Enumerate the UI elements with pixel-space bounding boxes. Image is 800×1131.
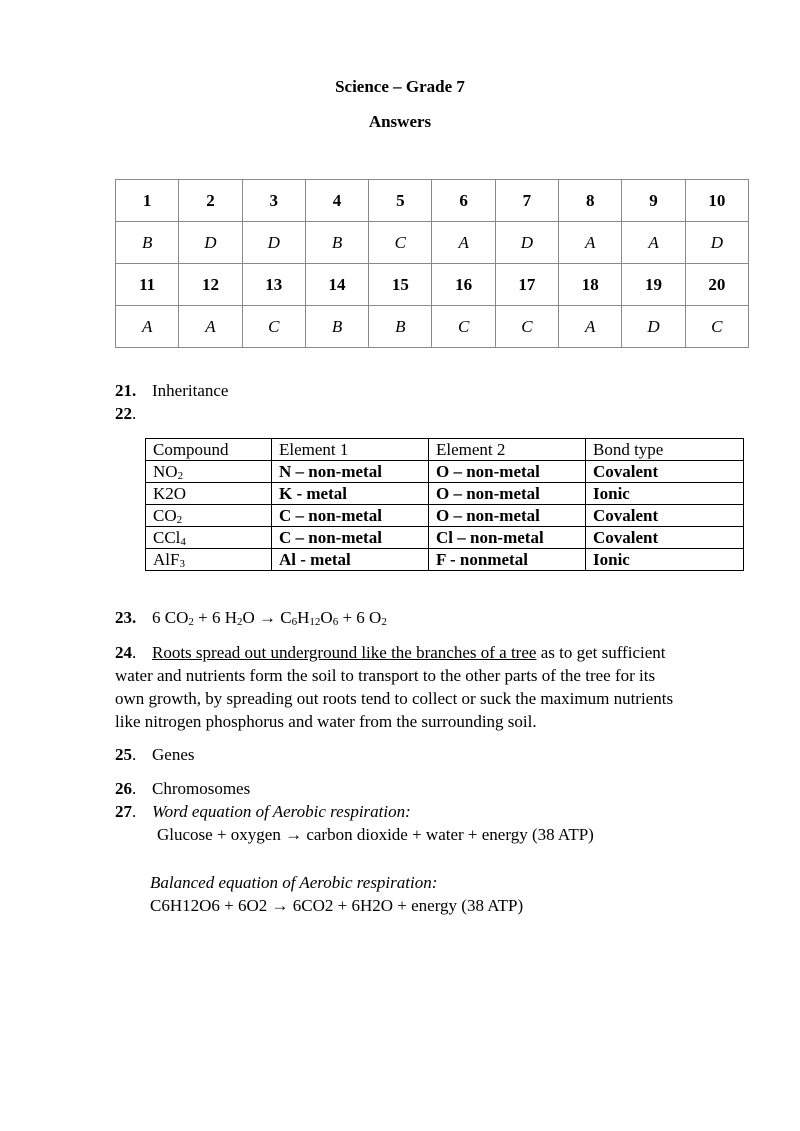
answer-letter-cell: D	[622, 306, 685, 348]
question-number-cell: 18	[559, 264, 622, 306]
answer-letter-cell: A	[179, 306, 242, 348]
answer-text: Chromosomes	[152, 779, 251, 798]
element-2-cell: O – non-metal	[429, 461, 586, 483]
question-number-cell: 20	[685, 264, 748, 306]
answer-letter-cell: A	[432, 222, 495, 264]
question-number-cell: 8	[559, 180, 622, 222]
question-number-cell: 7	[495, 180, 558, 222]
question-number-cell: 14	[305, 264, 368, 306]
column-header: Bond type	[586, 439, 744, 461]
question-25: 25. Genes	[115, 745, 195, 764]
column-header: Compound	[146, 439, 272, 461]
question-number-cell: 5	[369, 180, 432, 222]
question-dot: .	[132, 404, 137, 423]
answer-letter-cell: B	[305, 306, 368, 348]
answer-letter-cell: C	[369, 222, 432, 264]
answer-letter-cell: B	[369, 306, 432, 348]
bond-type-cell: Covalent	[586, 527, 744, 549]
answer-text: Genes	[152, 745, 195, 764]
question-26: 26. Chromosomes	[115, 779, 251, 798]
answer-letter-cell: B	[116, 222, 179, 264]
bond-table-header-row	[146, 439, 744, 461]
answer-letter-cell: D	[495, 222, 558, 264]
question-number-cell: 10	[685, 180, 748, 222]
answer-letter-cell: A	[559, 222, 622, 264]
element-2-cell: F - nonmetal	[429, 549, 586, 571]
element-1-cell: Al - metal	[272, 549, 429, 571]
bond-table	[145, 438, 744, 571]
question-number: 21.	[115, 381, 137, 400]
question-22	[115, 404, 136, 424]
question-number: 23.	[115, 608, 137, 627]
question-23	[115, 608, 387, 628]
document-title: Science – Grade 7	[335, 77, 465, 96]
photosynthesis-equation: 6 $CO_2 + 6$ $H_2O \to C_6H_{12}O_6 + 6$ $O_2$	[152, 608, 387, 628]
element-1-cell: C – non-metal	[272, 505, 429, 527]
answer-letter-cell: D	[242, 222, 305, 264]
compound-cell: CCl$_4$	[146, 527, 272, 549]
element-1-cell: K - metal	[272, 483, 429, 505]
answer-line: water and nutrients form the soil to transport to the other parts of the tree for its	[115, 666, 656, 685]
question-number-cell: 19	[622, 264, 685, 306]
element-2-cell: O – non-metal	[429, 483, 586, 505]
question-number-cell: 6	[432, 180, 495, 222]
question-number-cell: 2	[179, 180, 242, 222]
question-number-cell: 4	[305, 180, 368, 222]
answer-letter-cell: A	[116, 306, 179, 348]
compound-cell: AlF$_3$	[146, 549, 272, 571]
question-number-cell: 17	[495, 264, 558, 306]
answer-line: own growth, by spreading out roots tend to collect or suck the maximum nutrients	[115, 689, 674, 708]
compound-cell: $CO_2$	[146, 505, 272, 527]
answer-letter-cell: A	[622, 222, 685, 264]
compound-cell: $NO_2$	[146, 461, 272, 483]
bond-table-row	[146, 549, 744, 571]
bond-table-row	[146, 461, 744, 483]
element-1-cell: N – non-metal	[272, 461, 429, 483]
bond-type-cell: Ionic	[586, 483, 744, 505]
question-number-row	[116, 180, 749, 222]
bond-type-cell: Covalent	[586, 461, 744, 483]
bond-table-row	[146, 527, 744, 549]
element-1-cell: C – non-metal	[272, 527, 429, 549]
question-number-cell: 11	[116, 264, 179, 306]
question-number-cell: 1	[116, 180, 179, 222]
word-equation-heading: Word equation of Aerobic respiration:	[152, 802, 411, 821]
answer-letter-cell: B	[305, 222, 368, 264]
answer-grid	[115, 179, 749, 348]
compound-cell: K2O	[146, 483, 272, 505]
question-number-cell: 13	[242, 264, 305, 306]
bond-type-cell: Ionic	[586, 549, 744, 571]
element-2-cell: O – non-metal	[429, 505, 586, 527]
question-number: 27	[115, 802, 132, 821]
answer-letter-cell: D	[179, 222, 242, 264]
answer-letter-cell: C	[495, 306, 558, 348]
question-number-cell: 15	[369, 264, 432, 306]
word-equation: Glucose + oxygen → carbon dioxide + water + energy (38 ATP)	[157, 825, 594, 844]
question-27: 27. Word equation of Aerobic respiration:	[115, 802, 411, 821]
question-number-cell: 16	[432, 264, 495, 306]
balanced-equation-heading: Balanced equation of Aerobic respiration:	[150, 873, 438, 892]
answer-letter-cell: A	[559, 306, 622, 348]
answer-text: Inheritance	[152, 381, 229, 400]
underlined-answer: Roots spread out underground like the branches of a tree	[152, 643, 537, 662]
answer-letter-row	[116, 306, 749, 348]
answer-letter-cell: C	[685, 306, 748, 348]
document-subtitle: Answers	[368, 112, 432, 131]
balanced-equation: C6H12O6 + 6O2 → 6CO2 + 6H2O + energy (38 ATP)	[150, 896, 524, 915]
question-number-cell: 3	[242, 180, 305, 222]
bond-type-cell: Covalent	[586, 505, 744, 527]
answer-letter-cell: C	[432, 306, 495, 348]
question-number: 26	[115, 779, 132, 798]
column-header: Element 1	[272, 439, 429, 461]
question-number-row	[116, 264, 749, 306]
answer-letter-cell: D	[685, 222, 748, 264]
question-21	[115, 381, 228, 401]
element-2-cell: Cl – non-metal	[429, 527, 586, 549]
question-number: 25	[115, 745, 132, 764]
question-number-cell: 12	[179, 264, 242, 306]
question-24: 24. Roots spread out underground like the branches of a tree as to get sufficient water and nutrients form the soil to transport to the other parts of the tree for its own growth, by spreading out roots tend to collect or suck the maximum nutrients like nitrogen phosphorus and water from the surrounding soil.	[115, 641, 745, 733]
question-number: 22	[115, 404, 132, 423]
bond-table-row	[146, 505, 744, 527]
column-header: Element 2	[429, 439, 586, 461]
answer-line: like nitrogen phosphorus and water from the surrounding soil.	[115, 712, 537, 731]
question-number-cell: 9	[622, 180, 685, 222]
question-number: 24	[115, 643, 132, 662]
bond-table-row	[146, 483, 744, 505]
answer-letter-cell: C	[242, 306, 305, 348]
answer-letter-row	[116, 222, 749, 264]
